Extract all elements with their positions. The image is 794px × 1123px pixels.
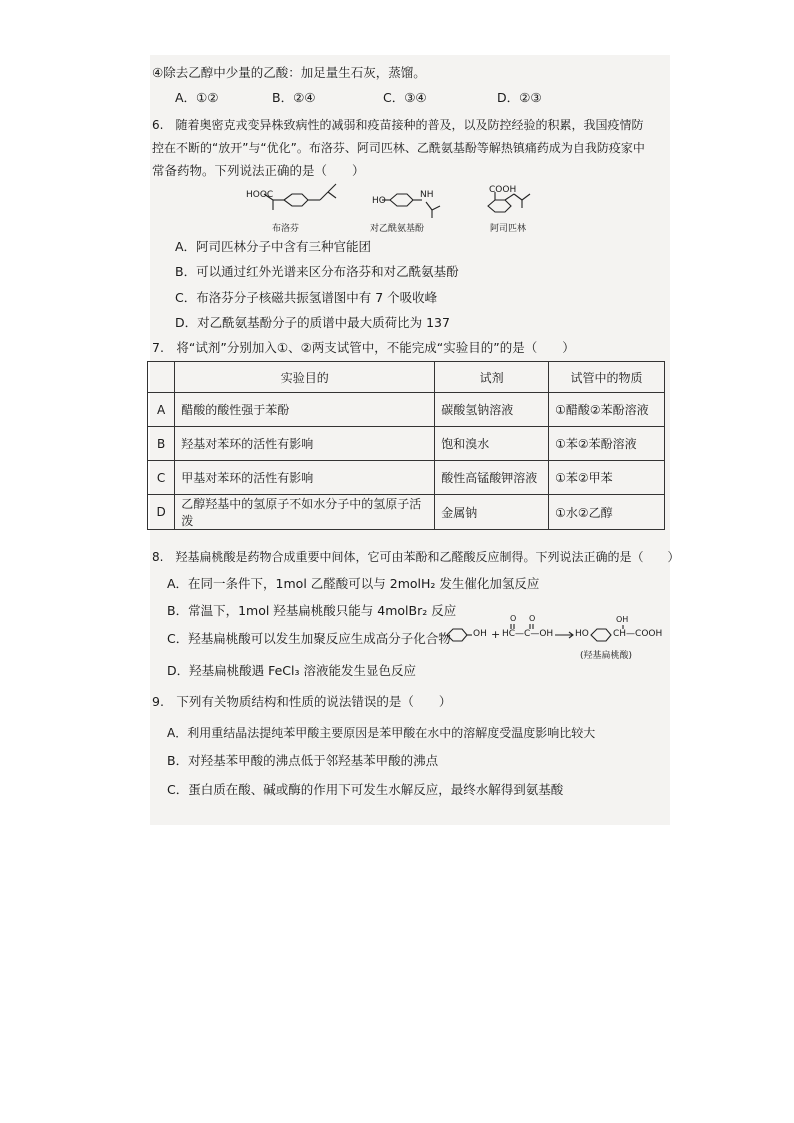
table-header-substances: 试管中的物质 — [549, 362, 665, 393]
q5-option-c: C．③④ — [383, 90, 427, 105]
q9-option-b: B．对羟基苯甲酸的沸点低于邻羟基苯甲酸的沸点 — [167, 753, 439, 768]
product-chcooh-label: CH—COOH — [613, 629, 663, 639]
q6-stem-line-2: 控在不断的“放开”与“优化”。布洛芬、阿司匹林、乙酰氨基酚等解热镇痛药成为自我防疫家中 — [152, 141, 645, 155]
q6-stem-line-3: 常备药物。下列说法正确的是（ ） — [152, 163, 365, 178]
q5-option-d: D．②③ — [497, 90, 542, 105]
row-key: B — [148, 427, 175, 461]
q5-option-b: B．②④ — [272, 90, 316, 105]
aspirin-cooh-label: COOH — [489, 185, 517, 195]
row-reagent: 酸性高锰酸钾溶液 — [435, 461, 549, 495]
q6-option-b: B．可以通过红外光谱来区分布洛芬和对乙酰氨基酚 — [175, 264, 459, 279]
q6-option-d: D．对乙酰氨基酚分子的质谱中最大质荷比为 137 — [175, 315, 450, 330]
table-header-key — [148, 362, 175, 393]
row-substances: ①苯②苯酚溶液 — [549, 427, 665, 461]
ibuprofen-name: 布洛芬 — [272, 224, 300, 234]
table-row — [148, 427, 665, 461]
row-reagent: 饱和溴水 — [435, 427, 549, 461]
row-key: C — [148, 461, 175, 495]
table-header-goal: 实验目的 — [175, 362, 435, 393]
product-ho-label: HO — [575, 629, 589, 639]
q8-option-c: C．羟基扁桃酸可以发生加聚反应生成高分子化合物 — [167, 631, 451, 646]
q5-item-4: ④除去乙醇中少量的乙酸：加足量生石灰，蒸馏。 — [152, 65, 426, 80]
row-goal: 乙醇羟基中的氢原子不如水分子中的氢原子活泼 — [175, 495, 435, 530]
phenol-oh-label: OH — [473, 629, 487, 639]
q8-option-d: D．羟基扁桃酸遇 FeCl₃ 溶液能发生显色反应 — [167, 663, 416, 678]
q9-option-c: C．蛋白质在酸、碱或酶的作用下可发生水解反应，最终水解得到氨基酸 — [167, 782, 564, 797]
table-header-reagent: 试剂 — [435, 362, 549, 393]
glyoxylic-o-label-2: O — [529, 614, 536, 623]
aspirin-name: 阿司匹林 — [490, 224, 527, 234]
ibuprofen-hooc-label: HOOC — [246, 190, 274, 200]
q8-stem: 8. 羟基扁桃酸是药物合成重要中间体，它可由苯酚和乙醛酸反应制得。下列说法正确的是（ ） — [152, 550, 680, 564]
row-substances: ①水②乙醇 — [549, 495, 665, 530]
q6-stem-line-1: 6. 随着奥密克戎变异株致病性的减弱和疫苗接种的普及，以及防控经验的积累，我国疫情防 — [152, 118, 644, 132]
table-row — [148, 461, 665, 495]
glyoxylic-o-label-1: O — [510, 614, 517, 623]
product-oh-label: OH — [616, 615, 629, 624]
row-key: A — [148, 393, 175, 427]
table-row — [148, 495, 665, 530]
q7-experiment-table — [147, 361, 665, 530]
table-row — [148, 393, 665, 427]
row-goal: 羟基对苯环的活性有影响 — [175, 427, 435, 461]
product-caption: (羟基扁桃酸) — [580, 651, 633, 661]
row-goal: 甲基对苯环的活性有影响 — [175, 461, 435, 495]
q8-option-a: A．在同一条件下，1mol 乙醛酸可以与 2molH₂ 发生催化加氢反应 — [167, 576, 540, 591]
row-key: D — [148, 495, 175, 530]
row-reagent: 金属钠 — [435, 495, 549, 530]
row-substances: ①苯②甲苯 — [549, 461, 665, 495]
q8-option-b: B．常温下，1mol 羟基扁桃酸只能与 4molBr₂ 反应 — [167, 603, 457, 618]
acetaminophen-name: 对乙酰氨基酚 — [370, 224, 425, 234]
row-reagent: 碳酸氢钠溶液 — [435, 393, 549, 427]
acetaminophen-nh-label: NH — [420, 190, 434, 200]
table-header-row — [148, 362, 665, 393]
q6-option-a: A．阿司匹林分子中含有三种官能团 — [175, 239, 372, 254]
q7-stem: 7. 将“试剂”分别加入①、②两支试管中，不能完成“实验目的”的是（ ） — [152, 340, 575, 355]
q5-option-a: A．①② — [175, 90, 219, 105]
acetaminophen-ho-label: HO — [372, 196, 386, 206]
reaction-plus-sign: + — [491, 628, 501, 641]
q9-option-a: A．利用重结晶法提纯苯甲酸主要原因是苯甲酸在水中的溶解度受温度影响比较大 — [167, 726, 596, 740]
q6-option-c: C．布洛芬分子核磁共振氢谱图中有 7 个吸收峰 — [175, 290, 438, 305]
q9-stem: 9. 下列有关物质结构和性质的说法错误的是（ ） — [152, 694, 452, 709]
glyoxylic-acid-label: HC—C—OH — [502, 629, 554, 639]
row-substances: ①醋酸②苯酚溶液 — [549, 393, 665, 427]
row-goal: 醋酸的酸性强于苯酚 — [175, 393, 435, 427]
